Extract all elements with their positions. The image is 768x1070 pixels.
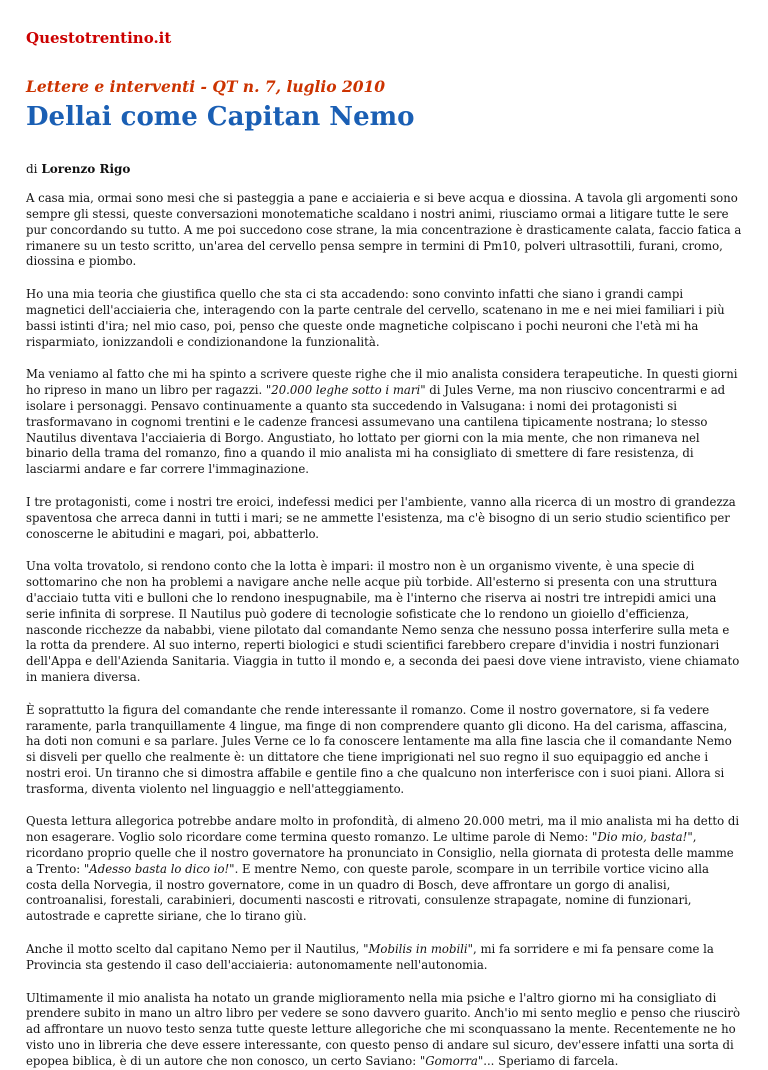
paragraph xyxy=(26,367,742,478)
paragraph-text: Anche il motto scelto dal capitano Nemo per il Nautilus, xyxy=(26,942,364,957)
paragraph-text: , mi fa sorridere e mi fa pensare come la Provincia sta gestendo il caso dell'acciaieria: autonomamente nell'autonomia. xyxy=(26,942,714,972)
author-name: Lorenzo Rigo xyxy=(41,162,131,177)
paragraph-text: Ultimamente il mio analista ha notato un grande miglioramento nella mia psiche e l'altro giorno mi ha consigliato di prendere subito in mano un altro libro per vedere se sono davvero guarito. Anch'io mi sento meglio e penso che riuscirò ad affrontare un nuovo testo senza tutte queste letture allegoriche che mi sconquassano la mente. Recentemente ne ho visto uno in libreria che deve essere interessante, con questo penso di andare sul sicuro, dev'essere infatti una sorta di epopea biblica, è di un autore che non conosco, un certo Saviano: xyxy=(26,990,741,1068)
quote: "Dio mio, basta!" xyxy=(592,830,693,845)
article-body xyxy=(26,191,742,1069)
motto-quote: "Mobilis in mobili" xyxy=(363,942,474,957)
paragraph: Ho una mia teoria che giustifica quello che sta ci sta accadendo: sono convinto infatti che siano i grandi campi magnetici dell'acciaieria che, interagendo con la parte centrale del cervello, scatenano in me e nei miei familiari i più bassi istinti d'ira; nel mio caso, poi, penso che queste onde magnetiche colpiscano i pochi neuroni che l'età mi ha risparmiato, ionizzandoli e condizionandone la funzionalità. xyxy=(26,287,725,349)
byline xyxy=(26,162,742,176)
book-title-quote: "20.000 leghe sotto i mari" xyxy=(265,383,426,398)
section-label: Lettere e interventi - QT n. 7, luglio 2010 xyxy=(26,77,386,96)
paragraph-text: . E mentre Nemo, con queste parole, scompare in un terribile vortice vicino alla costa della Norvegia, il nostro governatore, come in un quadro di Bosch, deve affrontare un gorgo di analisi, controanalisi, forestali, carabinieri, documenti nascosti e ritrovati, consulenze strapagate, nomine di funzionari, autostrade e caprette siriane, che lo tirano giù. xyxy=(26,861,709,924)
paragraph-text: , ricordano proprio quelle che il nostro governatore ha pronunciato in Consiglio, nella giornata di protesta delle mamme a Trento: xyxy=(26,830,734,876)
book-title-quote: "Gomorra" xyxy=(419,1053,484,1068)
paragraph xyxy=(26,942,742,974)
article-title: Dellai come Capitan Nemo xyxy=(26,102,415,132)
paragraph xyxy=(26,814,742,925)
paragraph-text: Ma veniamo al fatto che mi ha spinto a scrivere queste righe che il mio analista considera terapeutiche. In questi giorni ho ripreso in mano un libro per ragazzi. xyxy=(26,367,738,398)
paragraph-text: Questa lettura allegorica potrebbe andare molto in profondità, di almeno 20.000 metri, ma il mio analista mi ha detto di non esagerare. Voglio solo ricordare come termina questo romanzo. Le ultime parole di Nemo: xyxy=(26,814,740,845)
paragraph: È soprattutto la figura del comandante che rende interessante il romanzo. Come il nostro governatore, si fa vedere raramente, parla tranquillamente 4 lingue, ma finge di non comprendere quanto gli dicono. Ha del carisma, affascina, ha doti non comuni e sa parlare. Jules Verne ce lo fa conoscere lentamente ma alla fine lascia che il comandante Nemo si disveli per quello che realmente è: un dittatore che tiene imprigionati nel suo regno il suo equipaggio ed anche i nostri eroi. Un tiranno che si dimostra affabile e gentile fino a che qualcuno non interferisce con i suoi piani. Allora si trasforma, diventa violento nel linguaggio e nell'atteggiamento. xyxy=(26,702,732,796)
paragraph xyxy=(26,991,742,1070)
paragraph: A casa mia, ormai sono mesi che si pasteggia a pane e acciaieria e si beve acqua e diossina. A tavola gli argomenti sono sempre gli stessi, queste conversazioni monotematiche scaldano i nostri animi, riusciamo ormai a litigare tutte le sere pur concordando su tutto. A me poi succedono cose strane, la mia concentrazione è drasticamente calata, faccio fatica a rimanere su un testo scritto, un'area del cervello pensa sempre in termini di Pm10, polveri ultrasottili, furani, cromo, diossina e piombo. xyxy=(26,191,742,269)
paragraph-text: di Jules Verne, ma non riuscivo concentrarmi e ad isolare i personaggi. Pensavo continuamente a quanto sta succedendo in Valsugana: i nomi dei protagonisti si trasformavano in cognomi trentini e le cadenze francesi assumevano una cantilena tipicamente nostrana; lo stesso Nautilus diventava l'acciaieria di Borgo. Angustiato, ho lottato per giorni con la mia mente, che non rimaneva nel binario della trama del romanzo, fino a quando il mio analista mi ha consigliato di smettere di fare resistenza, di lasciarmi andare e far correre l'immaginazione. xyxy=(26,383,726,477)
quote: "Adesso basta lo dico io!" xyxy=(83,861,235,876)
paragraph-text: ... Speriamo di farcela. xyxy=(483,1053,619,1068)
paragraph: I tre protagonisti, come i nostri tre eroici, indefessi medici per l'ambiente, vanno alla ricerca di un mostro di grandezza spaventosa che arreca danni in tutti i mari; se ne ammette l'esistenza, ma c'è bisogno di un serio studio scientifico per conoscerne le abitudini e magari, poi, abbatterlo. xyxy=(26,494,736,541)
paragraph: Una volta trovatolo, si rendono conto che la lotta è impari: il mostro non è un organismo vivente, è una specie di sottomarino che non ha problemi a navigare anche nelle acque più torbide. All'esterno si presenta con una struttura d'acciaio tutta viti e bulloni che lo rendono inespugnabile, ma è l'interno che riserva ai nostri tre intrepidi amici una serie infinita di sorprese. Il Nautilus può godere di tecnologie sofisticate che lo rendono un gioiello d'efficienza, nasconde ricchezze da nababbi, viene pilotato dal comandante Nemo senza che nessuno possa interferire sulla meta e la rotta da prendere. Al suo interno, reperti biologici e studi scientifici farebbero crepare d'invidia i nostri funzionari dell'Appa e dell'Azienda Sanitaria. Viaggia in tutto il mondo e, a seconda dei paesi dove viene intravisto, viene chiamato in maniera diversa. xyxy=(26,559,740,684)
site-logo-link[interactable]: Questotrentino.it xyxy=(26,29,172,47)
byline-prefix: di xyxy=(26,162,38,177)
